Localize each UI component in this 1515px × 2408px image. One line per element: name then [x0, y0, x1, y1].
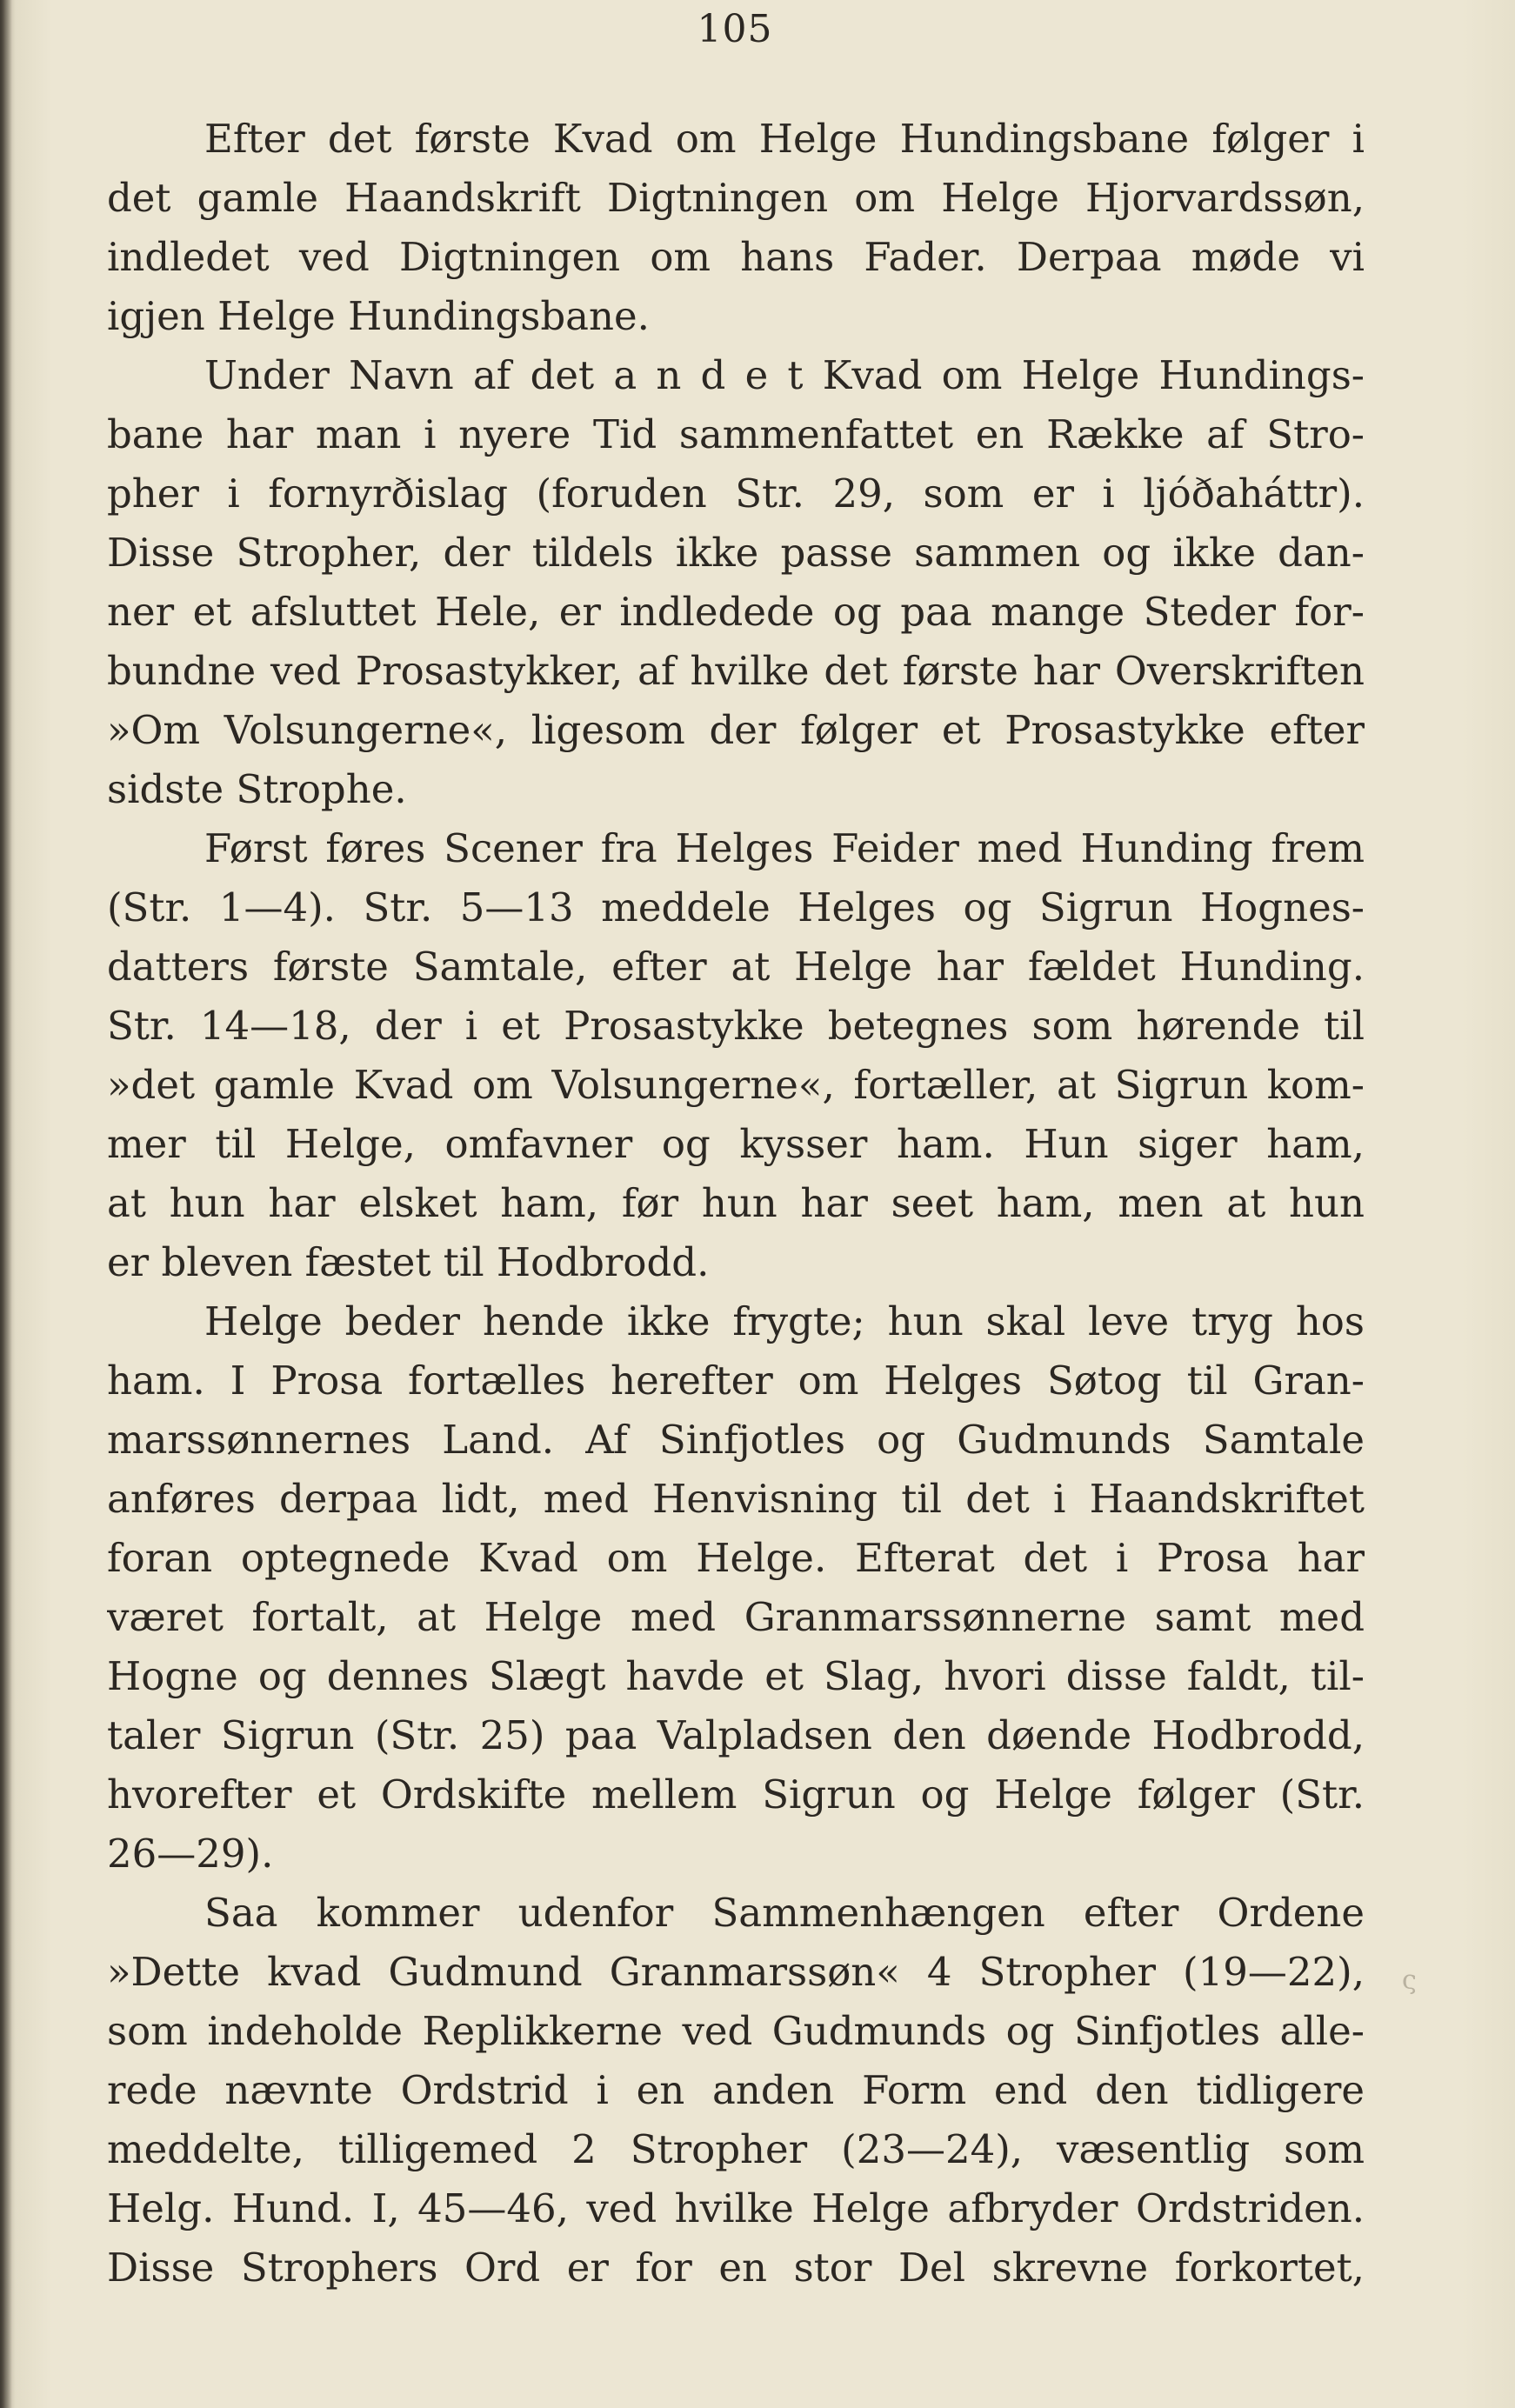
page-number: 105	[697, 7, 773, 51]
text-line: Efter det første Kvad om Helge Hundingsbane følger i	[204, 116, 1365, 162]
text-line: meddelte, tilligemed 2 Stropher (23—24), væsentlig som	[107, 2126, 1365, 2172]
text-line: Under Navn af det a n d e t Kvad om Helge Hundings-	[204, 352, 1365, 398]
text-line: »Om Volsungerne«, ligesom der følger et Prosastykke efter	[107, 707, 1365, 753]
text-line: at hun har elsket ham, før hun har seet ham, men at hun	[107, 1180, 1365, 1226]
text-line: Disse Strophers Ord er for en stor Del skrevne forkortet,	[107, 2245, 1365, 2291]
text-line: marssønnernes Land. Af Sinfjotles og Gudmunds Samtale	[107, 1417, 1365, 1463]
text-line: bundne ved Prosastykker, af hvilke det første har Overskriften	[107, 648, 1365, 694]
text-line: mer til Helge, omfavner og kysser ham. Hun siger ham,	[107, 1121, 1365, 1167]
text-line: anføres derpaa lidt, med Henvisning til det i Haandskriftet	[107, 1476, 1365, 1522]
text-line: ner et afsluttet Hele, er indledede og paa mange Steder for-	[107, 589, 1365, 635]
text-line: foran optegnede Kvad om Helge. Efterat det i Prosa har	[107, 1535, 1365, 1581]
text-line: indledet ved Digtningen om hans Fader. Derpaa møde vi	[107, 234, 1365, 280]
text-line: Helge beder hende ikke frygte; hun skal leve tryg hos	[204, 1298, 1365, 1344]
text-line: Saa kommer udenfor Sammenhængen efter Ordene	[204, 1890, 1365, 1936]
text-line: »det gamle Kvad om Volsungerne«, fortæller, at Sigrun kom-	[107, 1062, 1365, 1108]
binding-gutter	[0, 0, 12, 2408]
text-line: hvorefter et Ordskifte mellem Sigrun og Helge følger (Str.	[107, 1771, 1365, 1818]
text-line: Helg. Hund. I, 45—46, ved hvilke Helge afbryder Ordstriden.	[107, 2185, 1365, 2231]
margin-pencil-mark: ς	[1402, 1965, 1417, 1996]
text-line: rede nævnte Ordstrid i en anden Form end den tidligere	[107, 2067, 1365, 2113]
text-line: bane har man i nyere Tid sammenfattet en Række af Stro-	[107, 411, 1365, 457]
text-line: pher i fornyrðislag (foruden Str. 29, som er i ljóðaháttr).	[107, 470, 1365, 517]
text-line: igjen Helge Hundingsbane.	[107, 293, 650, 339]
text-line: er bleven fæstet til Hodbrodd.	[107, 1239, 710, 1285]
text-line: taler Sigrun (Str. 25) paa Valpladsen den døende Hodbrodd,	[107, 1712, 1365, 1758]
text-line: været fortalt, at Helge med Granmarssønnerne samt med	[107, 1594, 1365, 1640]
text-line: Først føres Scener fra Helges Feider med Hunding frem	[204, 825, 1365, 871]
text-line: (Str. 1—4). Str. 5—13 meddele Helges og Sigrun Hognes-	[107, 884, 1365, 931]
text-line: 26—29).	[107, 1831, 274, 1877]
text-line: Str. 14—18, der i et Prosastykke betegnes som hørende til	[107, 1003, 1365, 1049]
text-line: »Dette kvad Gudmund Granmarssøn« 4 Stropher (19—22),	[107, 1949, 1365, 1995]
text-line: det gamle Haandskrift Digtningen om Helge Hjorvardssøn,	[107, 175, 1365, 221]
text-line: sidste Strophe.	[107, 766, 407, 812]
text-line: Disse Stropher, der tildels ikke passe sammen og ikke dan-	[107, 530, 1365, 576]
body-text	[107, 110, 1365, 2298]
text-line: ham. I Prosa fortælles herefter om Helges Søtog til Gran-	[107, 1357, 1365, 1404]
text-line: datters første Samtale, efter at Helge har fældet Hunding.	[107, 944, 1365, 990]
text-line: Hogne og dennes Slægt havde et Slag, hvori disse faldt, til-	[107, 1653, 1365, 1699]
text-line: som indeholde Replikkerne ved Gudmunds og Sinfjotles alle-	[107, 2008, 1365, 2054]
